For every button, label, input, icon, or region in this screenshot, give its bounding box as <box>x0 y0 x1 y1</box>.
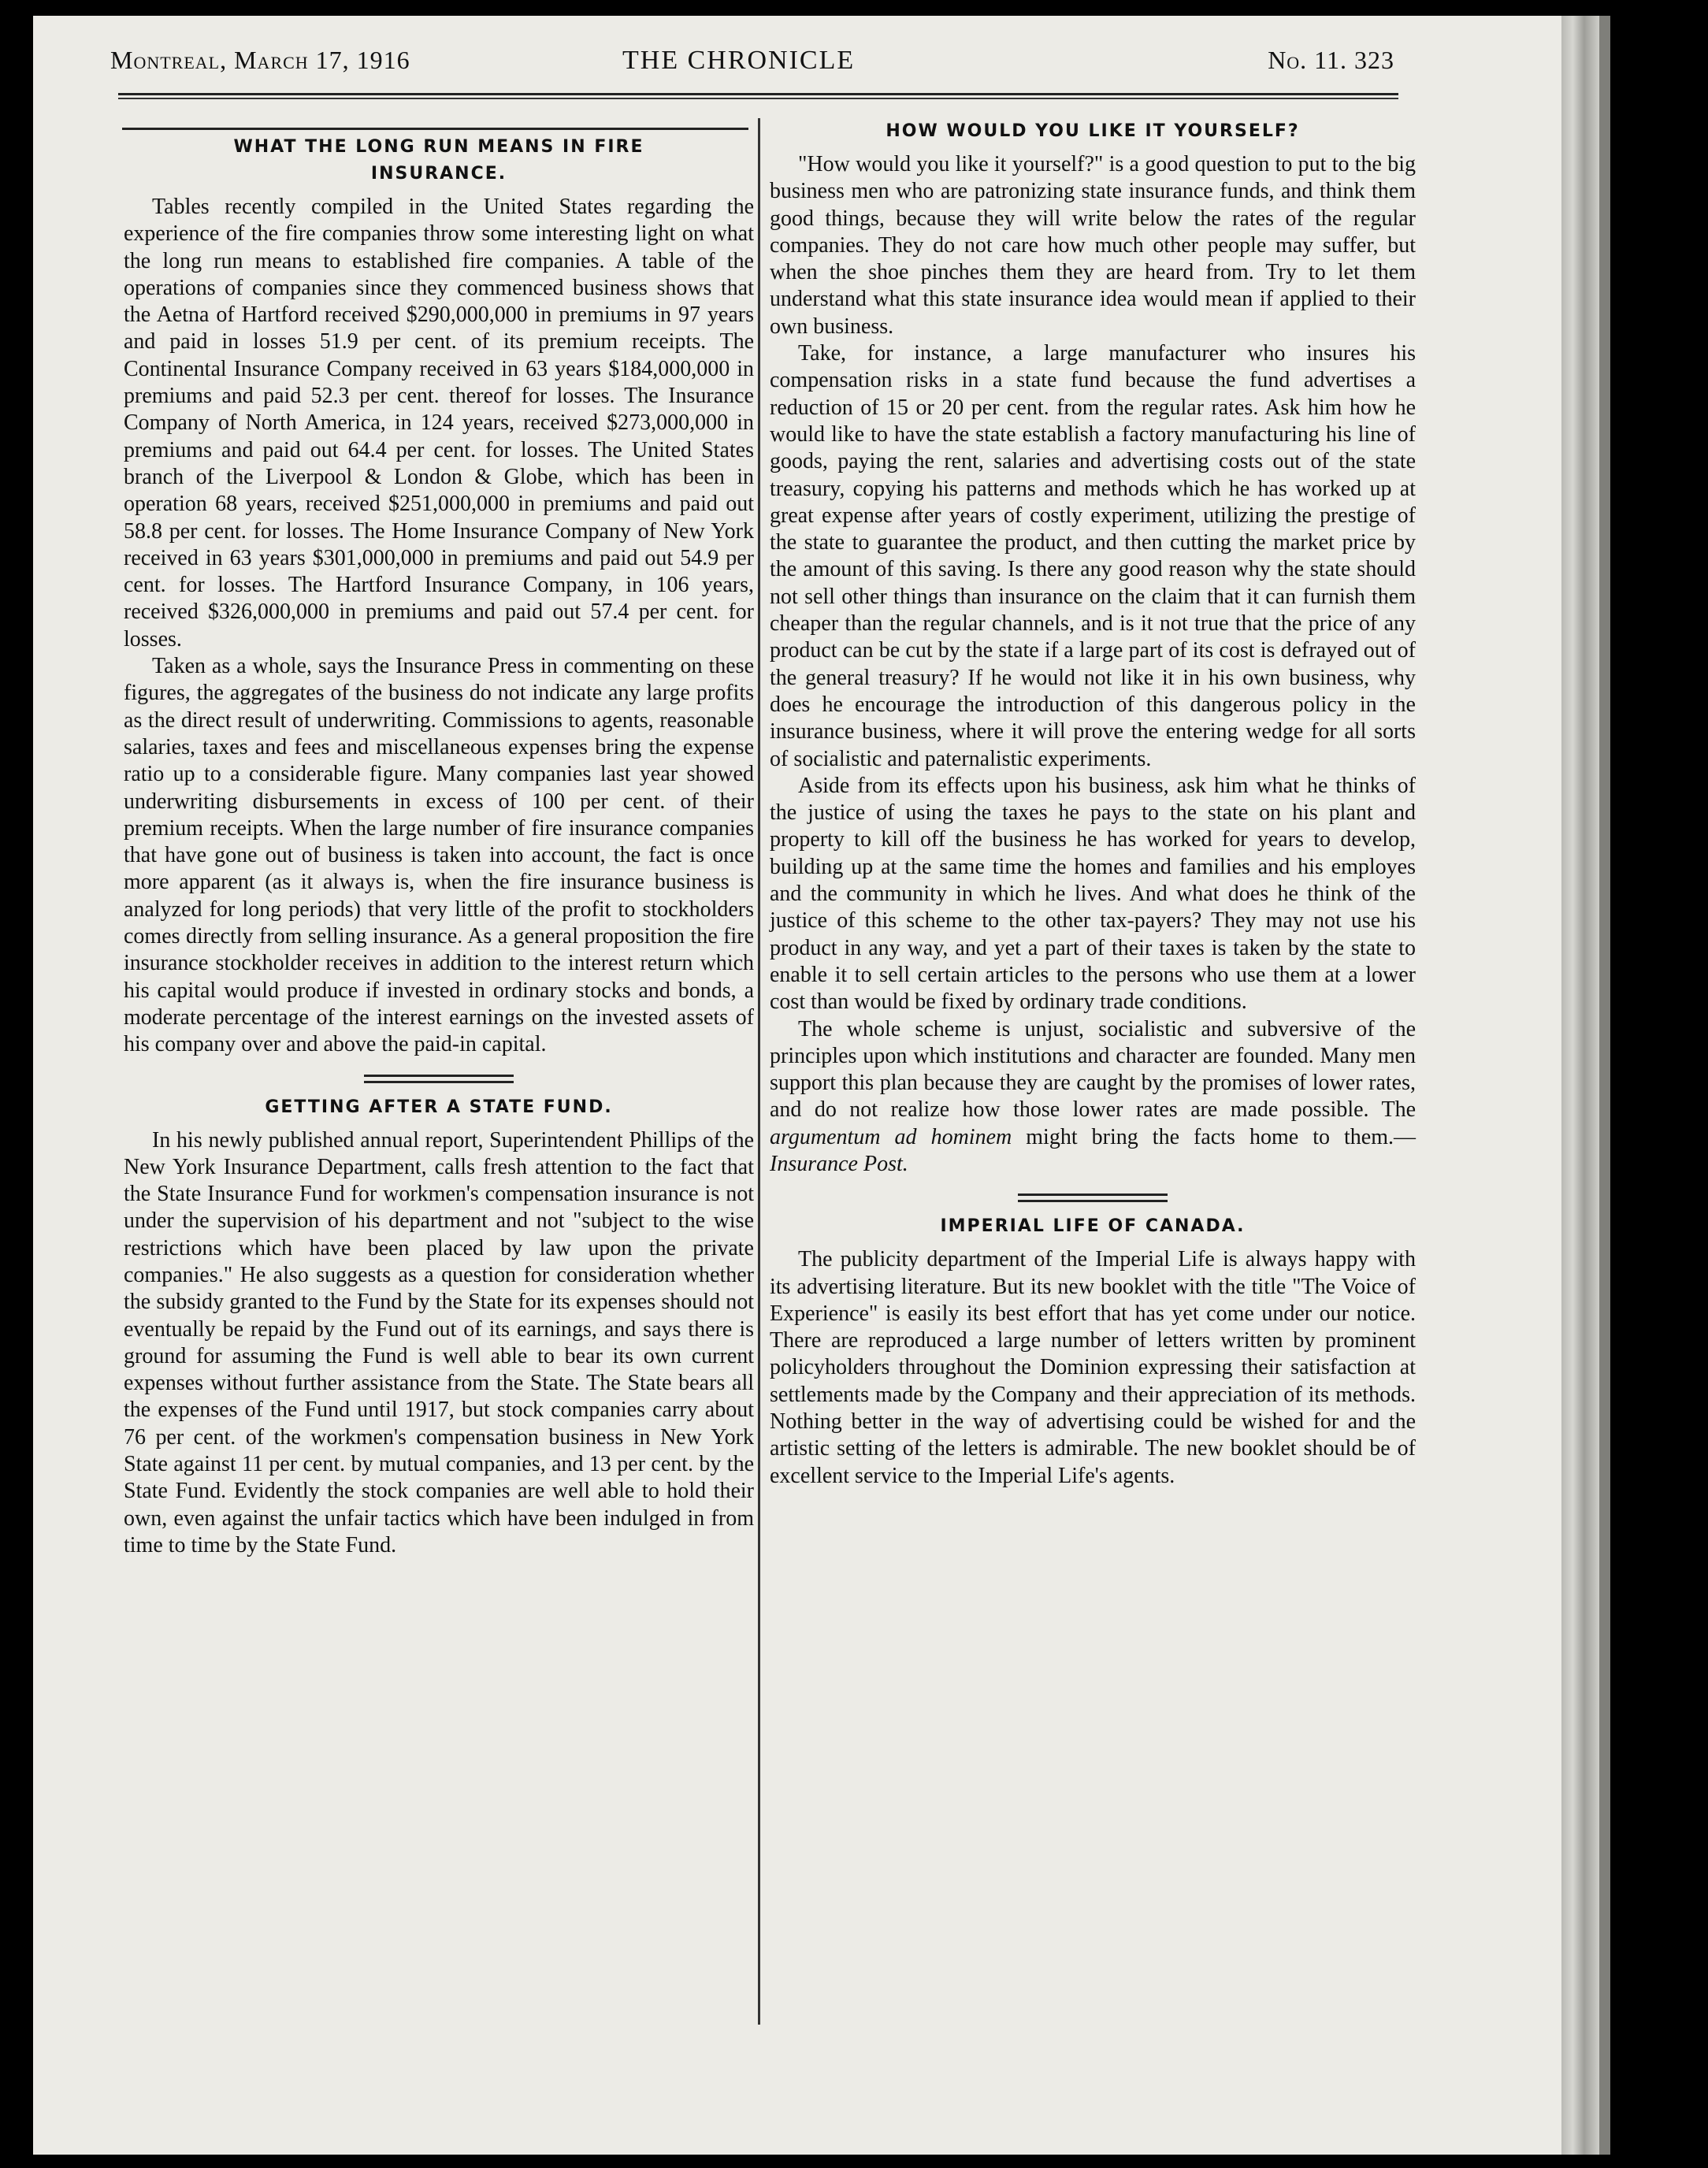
header-dateline: Montreal, March 17, 1916 <box>110 46 410 74</box>
article-title: GETTING AFTER A STATE FUND. <box>265 1097 613 1117</box>
article-paragraph: Tables recently compiled in the United States regarding the experience of the fire companies throw some interesting light on what the long run means to established fire companies. A table of the operations of companies since they commenced business shows that the Aetna of Hartford received $290,000,000 in premiums in 97 years and paid in losses 51.9 per cent. of its premium receipts. The Continental Insurance Company received in 63 years $184,000,000 in premiums and paid 52.3 per cent. thereof for losses. The Insurance Company of North America, in 124 years, received $273,000,000 in premiums and paid out 64.4 per cent. for losses. The United States branch of the Liverpool & London & Globe, which has been in operation 68 years, received $251,000,000 in premiums and paid out 58.8 per cent. for losses. The Home Insurance Company of New York received in 63 years $301,000,000 in premiums and paid out 54.9 per cent. for losses. The Hartford Insurance Company, in 106 years, received $326,000,000 in premiums and paid out 57.4 per cent. for losses. <box>124 195 754 652</box>
article-paragraph <box>770 1016 1416 1179</box>
article-paragraph: The publicity department of the Imperial Life is always happy with its advertising literature. But its new booklet with the title "The Voice of Experience" is easily its best effort that has yet come under our notice. There are reproduced a large number of letters written by prominent policyholders throughout the Dominion expressing their satisfaction at settlements made by the Company and their appreciation of its methods. Nothing better in the way of advertising could be wished for and the artistic setting of the letters is admirable. The new booklet should be of excellent service to the Imperial Life's agents. <box>770 1247 1416 1488</box>
article-title: WHAT THE LONG RUN MEANS IN FIRE <box>233 137 644 157</box>
article-title: IMPERIAL LIFE OF CANADA. <box>940 1216 1246 1237</box>
header-rule-thin <box>118 98 1398 99</box>
page-header <box>110 46 1394 93</box>
source-credit: Insurance Post. <box>770 1151 908 1176</box>
article-paragraph: "How would you like it yourself?" is a good question to put to the big business men who are patronizing state insurance funds, and think them good things, because they will write below the rates of the regular companies. They do not care how much other people may suffer, but when the shoe pinches them they are heard from. Try to let them understand what this state insurance idea would mean if applied to their own business. <box>770 152 1416 339</box>
article-title: HOW WOULD YOU LIKE IT YOURSELF? <box>886 121 1300 141</box>
article-paragraph: Taken as a whole, says the Insurance Press in commenting on these figures, the aggregates of the business do not indicate any large profits as the direct result of underwriting. Commissions to agents, reasonable salaries, taxes and fees and miscellaneous expenses bring the expense ratio up to a considerable figure. Many companies last year showed underwriting disbursements in excess of 100 per cent. of their premium receipts. When the large number of fire insurance companies that have gone out of business is taken into account, the fact is once more apparent (as it always is, when the fire insurance business is analyzed for long periods) that very little of the profit to stockholders comes directly from selling insurance. As a general proposition the fire insurance stockholder receives in addition to the interest return which his capital would produce if invested in ordinary stocks and bonds, a moderate percentage of the interest earnings on the invested assets of his company over and above the paid-in capital. <box>124 654 754 1057</box>
paragraph-text: The whole scheme is unjust, socialistic and subversive of the principles upon which institutions and character are founded. Many men support this plan because they are caught by the promises of lower rates, and do not realize how those lower rates are made possible. The <box>770 1016 1416 1123</box>
left-column-rule <box>122 128 748 130</box>
article-paragraph: In his newly published annual report, Superintendent Phillips of the New York Insurance Department, calls fresh attention to the fact that the State Insurance Fund for workmen's compensation insurance is not under the supervision of his department and not "subject to the wise restrictions which have been placed by law upon the private companies." He also suggests as a question for consideration whether the subsidy granted to the Fund by the State for its expenses should not eventually be repaid by the Fund out of its earnings, and says there is ground for assuming the Fund is well able to bear its own current expenses without further assistance from the State. The State bears all the expenses of the Fund until 1917, but stock companies carry about 76 per cent. of the workmen's compensation business in New York State against 11 per cent. by mutual companies, and 13 per cent. by the State Fund. Evidently the stock companies are well able to hold their own, even against the unfair tactics which have been indulged in from time to time by the State Fund. <box>124 1127 754 1557</box>
article-paragraph: Aside from its effects upon his business, ask him what he thinks of the justice of using the taxes he pays to the state on his plant and property to kill off the business he has worked for years to develop, building up at the same time the homes and families and his employes and the community in which he lives. And what does he think of the justice of this scheme to the other tax-payers? They may not use his product in any way, and yet a part of their taxes is taken by the state to enable it to sell certain articles to the persons who use them at a lower cost than would be fixed by ordinary trade conditions. <box>770 773 1416 1015</box>
header-masthead: THE CHRONICLE <box>622 46 856 75</box>
left-column <box>124 134 754 1559</box>
right-column <box>770 118 1416 1490</box>
article-title-line2: INSURANCE. <box>370 164 507 184</box>
header-page-number: No. 11. 323 <box>1268 46 1394 74</box>
column-divider <box>758 118 760 2025</box>
header-rule <box>118 93 1398 95</box>
article-paragraph: Take, for instance, a large manufacturer who insures his compensation risks in a state fund because the fund advertises a reduction of 15 or 20 per cent. from the regular rates. Ask him how he would like to have the state establish a factory manufacturing his line of goods, paying the rent, salaries and advertising costs out of the state treasury, copying his patterns and methods which he has worked up at great expense after years of costly experiment, utilizing the prestige of the state to guarantee the product, and then cutting the market price by the amount of this saving. Is there any good reason why the state should not sell other things than insurance on the claim that it can furnish them cheaper than the regular channels, and is it not true that the price of any product can be cut by the state if a large part of its cost is defrayed out of the general treasury? If he would not like it in his own business, why does he encourage the introduction of this dangerous policy in the insurance business, where it will prove the entering wedge for all sorts of socialistic and paternalistic experiments. <box>770 341 1416 771</box>
page-edge-shadow <box>1599 16 1610 2155</box>
section-separator <box>364 1075 514 1083</box>
page-edge <box>1561 16 1599 2155</box>
latin-phrase: argumentum ad hominem <box>770 1124 1012 1149</box>
section-separator <box>1018 1194 1168 1202</box>
paragraph-text: might bring the facts home to them.— <box>1026 1124 1416 1149</box>
